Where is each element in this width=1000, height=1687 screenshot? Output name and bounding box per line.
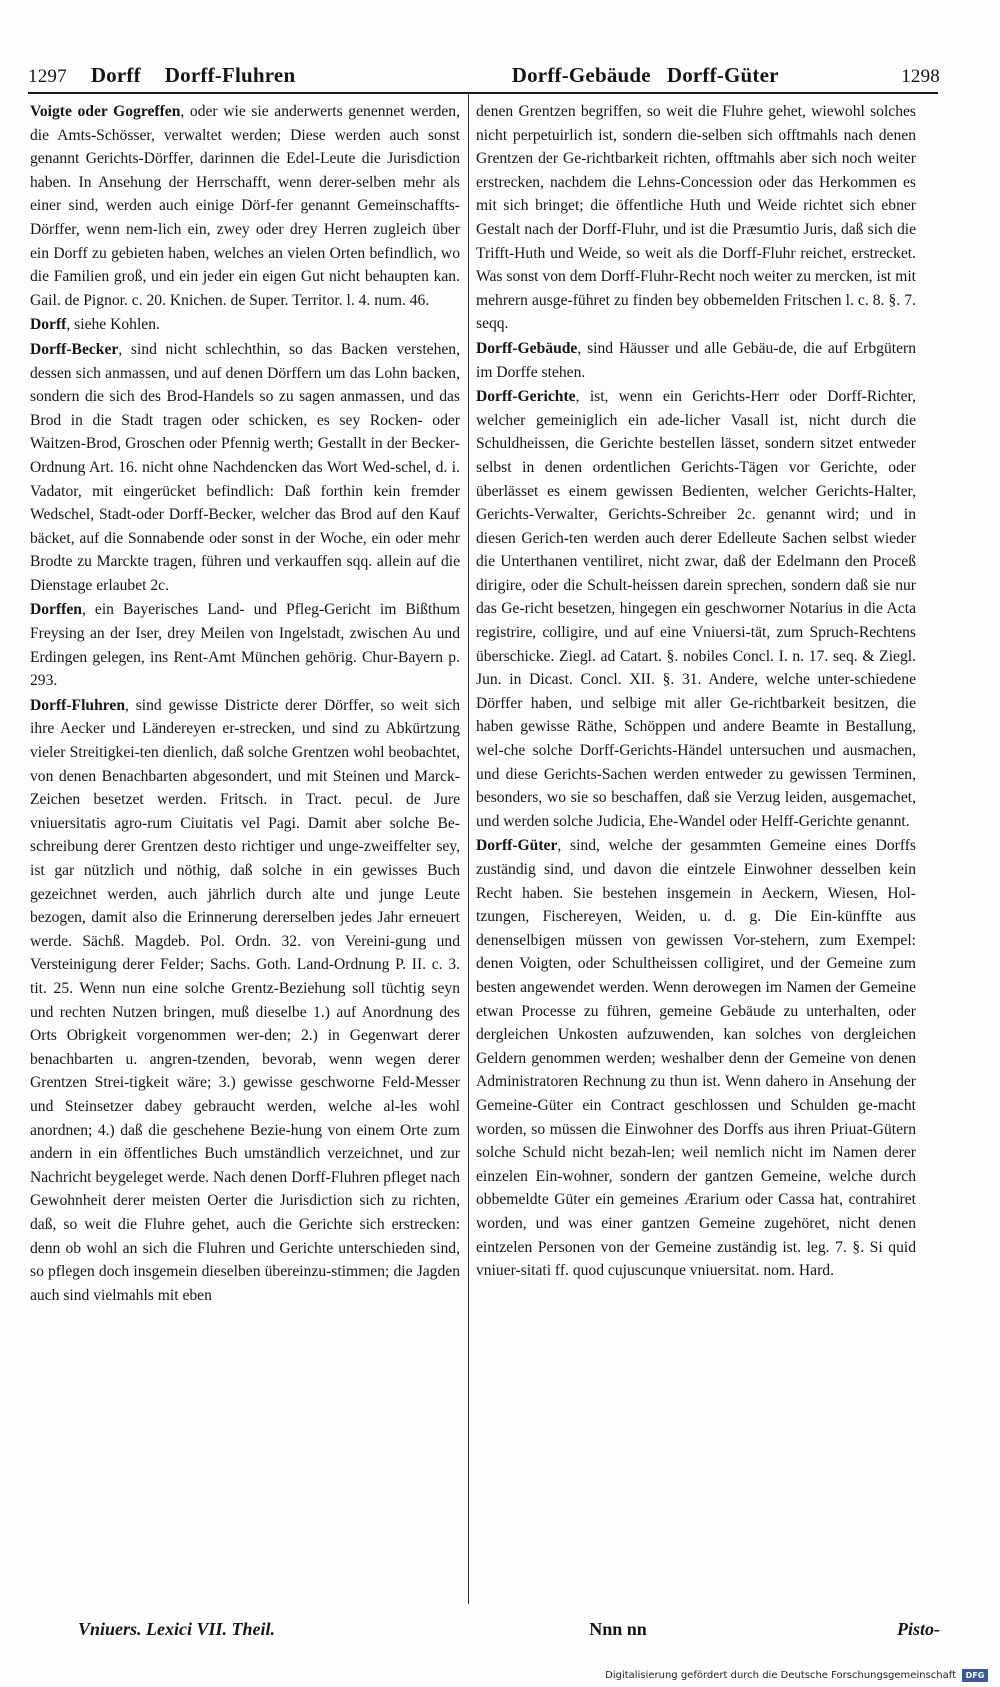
left-head-2: Dorff-Fluhren	[164, 63, 296, 87]
entry-lemma: Dorffen	[30, 601, 82, 619]
entry-lemma: Dorff-Gebäude	[476, 339, 578, 357]
right-page-number: 1298	[901, 66, 940, 87]
signature-mark: Nnn nn	[589, 1619, 647, 1639]
right-paragraph: denen Grentzen begriffen, so weit die Fluhre gehet, wiewohl solches nicht perpetuirlich ist, sondern die-selben sich offtmahls nach denen Grentzen der Ge-richtbarkeit richten, offtmahls aber sich noch weiter erstrecken, nachdem die Lehns-Concession oder das Herkommen es mit sich bringet; die öffentliche Huth und Weide richtet sich ebner Gestalt nach der Dorff-Fluhr, und ist die Præsumtio Juris, daß sich die Trifft-Huth und Weide, so weit als die Dorff-Fluhr reichet, erstrecket. Was sonst von dem Dorff-Fluhr-Recht noch weiter zu mercken, ist mit mehrern ausge-führet zu finden bey obbemelden Fritschen l. c. 8. §. 7. seqq.	[476, 103, 916, 333]
catchword: Pisto-	[897, 1619, 940, 1639]
dfg-logo-icon: DFG	[962, 1669, 988, 1682]
entry-lemma: Dorff-Becker	[30, 340, 119, 358]
running-head-right	[476, 63, 940, 88]
digitization-credit	[605, 1667, 988, 1683]
left-column	[30, 100, 460, 1600]
right-paragraph: Dorff-Gerichte, ist, wenn ein Gerichts-Herr oder Dorff-Richter, welcher gemeiniglich ein ade-licher Vasall ist, nicht durch die Schuldheissen, die Gerichte bestellen lässet, sondern sitzet entweder selbst in denen ordentlichen Gerichts-Tägen vor Gerichte, oder überlässet es einem gewissen Bedienten, welcher Gerichts-Halter, Gerichts-Verwalter, Gerichts-Schreiber 2c. genannt wird; und in diesen Gerich-ten werden auch derer Edelleute Sachen selbst wieder die Unterthanen ventiliret, nicht zwar, daß der Edelmann den Proceß dirigire, oder die Schult-heissen darein sprechen, sondern daß sie nur das Ge-richt besetzen, hingegen ein geschworner Notarius in die Acta registrire, colligire, und auf eine Vniuersi-tät, zum Spruch-Rechtens überschicke. Ziegl. ad Catart. §. nobiles Concl. I. n. 17. seq. & Ziegl. Jun. in Dicast. Concl. XII. §. 31. Andere, welche unter-schiedene Dörffer haben, und selbige mit aller Ge-richtbarkeit besitzen, die haben gewisse Räthe, Schöppen und andere Beamte in Bestallung, wel-che solche Dorff-Gerichts-Händel untersuchen und ausmachen, und diese Gerichts-Sachen werden entweder zu gewissen Terminen, besonders, wo sie so beschaffen, daß sie Verzug leiden, ausgemachet, und werden solche Judicia, Ehe-Wandel oder Helff-Gerichte genannt.	[476, 388, 916, 830]
left-paragraph: Dorffen, ein Bayerisches Land- und Pfleg-Gericht im Bißthum Freysing an der Iser, drey Meilen von Ingelstadt, zwischen Au und Erdingen gelegen, ins Rent-Amt München gehörig. Chur-Bayern p. 293.	[30, 601, 460, 690]
right-head-2: Dorff-Güter	[666, 63, 779, 87]
header-rule	[28, 92, 938, 94]
left-paragraph: Dorff-Fluhren, sind gewisse Districte derer Dörffer, so weit sich ihre Aecker und Ländereyen er-strecken, und sind zu Abkürtzung vieler Streitigkei-ten dienlich, daß solche Grentzen wohl beobachtet, von denen Benachbarten abgesondert, und mit Steinen und Marck-Zeichen besetzet werden. Fritsch. in Tract. pecul. de Jure vniuersitatis agro-rum Ciuitatis vel Pagi. Damit aber solche Be-schreibung derer Grentzen desto richtiger und unge-zweiffelter sey, ist gar nützlich und nöthig, daß solche in ein gewisses Buch gezeichnet werden, auch jährlich durch alte und junge Leute bezogen, damit also die Erinnerung dererselben jedes Jahr erneuert werde. Sächß. Magdeb. Pol. Ordn. 32. von Vereini-gung und Versteinigung derer Felder; Sachs. Goth. Land-Ordnung P. II. c. 3. tit. 25. Wenn nun eine solche Grentz-Beziehung soll tüchtig seyn und rechten Nutzen bringen, muß dieselbe 1.) auf Anordnung des Orts Obrigkeit vorgenommen wer-den; 2.) in Gegenwart derer benachbarten u. angren-tzenden, bevorab, wenn wegen derer Grentzen Strei-tigkeit wäre; 3.) gewisse geschworne Feld-Messer und Steinsetzer dabey gebraucht werden, welche al-les wohl anordnen; 4.) daß die geschehene Bezie-hung von einem Orte zum andern in ein öffentliches Buch umständlich verzeichnet, und zur Nachricht beygeleget werde. Nach denen Dorff-Fluhren pfleget nach Gewohnheit derer meisten Oerter die Jurisdiction sich zu richten, daß, so weit die Fluhre gehet, auch die Gerichte sich erstrecken: denn ob wohl an sich die Fluhren und Gerichte unterschieden sind, so pflegen doch insgemein dieselben übereinzu-stimmen; die Jagden auch sind vielmahls mit eben	[30, 696, 460, 1304]
entry-lemma: Dorff-Güter	[476, 837, 558, 855]
page-footer	[28, 1606, 940, 1640]
left-paragraph: Dorff-Becker, sind nicht schlechthin, so das Backen verstehen, dessen sich anmassen, und auf denen Dörffern um das Lohn backen, sondern die sich des Brod-Handels so zu sagen anmassen, und das Brod in die Stadt tragen oder schicken, es sey Rocken- oder Waitzen-Brod, Groschen oder Pfennig werth; Gestallt in der Becker-Ordnung Art. 16. nicht ohne Nachdencken das Wort Wed-schel, d. i. Vadator, mit eingerücket befindlich: Daß forthin kein fremder Wedschel, Stadt-oder Dorff-Becker, welcher das Brod auf den Kauf bäcket, auf die Sonnabende oder sonst in der Woche, ein oder mehr Brodte zu Marckte tragen, führen und verkauffen sqq. allein auf die Dienstage erlaubet 2c.	[30, 340, 460, 594]
entry-lemma: Dorff	[30, 316, 67, 334]
left-page-number: 1297	[28, 66, 67, 87]
right-paragraph: Dorff-Gebäude, sind Häusser und alle Gebäu-de, die auf Erbgütern im Dorffe stehen.	[476, 339, 916, 381]
right-paragraph: Dorff-Güter, sind, welche der gesammten Gemeine eines Dorffs zuständig sind, und davon die eintzele Einwohner desselben kein Recht haben. Sie bestehen insgemein in Aeckern, Wiesen, Hol-tzungen, Fischereyen, Weiden, u. d. g. Die Ein-künffte aus denenselbigen müssen von gewissen Vor-stehern, zum Exempel: denen Voigten, oder Schultheissen colligiret, und der Gemeine zum besten angewendet werden. Wenn derowegen im Namen der Gemeine etwan Processe zu führen, gemeine Gebäude zu unterhalten, oder dergleichen Unkosten aufzuwenden, kan solches von dergleichen Geldern genommen werden; weshalber denn der Gemeine von denen Administratoren Rechnung zu thun ist. Wenn dahero in Ansehung der Gemeine-Güter ein Contract geschlossen und Schulden ge-macht worden, so müssen die Einwohner des Dorffs aus ihren Priuat-Gütern solche Schuld nicht bezah-len; weil nemlich nicht im Namen derer einzelen Ein-wohner, sondern der gantzen Gemeine, welche durch obbemeldte Güter ein gemeines Ærarium oder Cassa hat, contrahiret worden, und was einer gantzen Gemeine zugehöret, nicht denen eintzelen Personen von der Gemeine zuständig ist. leg. 7. §. Si quid vniuer-sitati ff. quod cujuscunque vniuersitat. nom. Hard.	[476, 837, 916, 1280]
column-divider	[468, 94, 469, 1604]
credit-text: Digitalisierung gefördert durch die Deutsche Forschungsgemeinschaft	[605, 1669, 956, 1681]
volume-line: Vniuers. Lexici VII. Theil.	[78, 1619, 276, 1639]
right-column	[476, 100, 916, 1600]
running-head-left	[28, 63, 476, 88]
entry-lemma: Dorff-Gerichte	[476, 388, 576, 406]
left-head-1: Dorff	[90, 63, 141, 87]
left-paragraph: Voigte oder Gogreffen, oder wie sie anderwerts genennet werden, die Amts-Schösser, verwaltet werden; Diese werden auch sonst genannt Gerichts-Dörffer, darinnen die Edel-Leute die Jurisdiction haben. In Ansehung der Herrschafft, wenn derer-selben mehr als einer sind, werden auch einige Dörf-fer genannt Gemeinschaffts-Dörffer, wenn nem-lich ein, zwey oder drey Herren zugleich über ein Dorff zu gebieten haben, welches an vielen Orten befindlich, wo die Familien groß, und ein jeder ein eigen Gut nicht behaupten kan. Gail. de Pignor. c. 20. Knichen. de Super. Territor. l. 4. num. 46.	[30, 103, 460, 309]
right-head-1: Dorff-Gebäude	[511, 63, 651, 87]
left-paragraph: Dorff, siehe Kohlen.	[30, 316, 160, 334]
entry-lemma: Voigte oder Gogreffen	[30, 103, 181, 120]
entry-lemma: Dorff-Fluhren	[30, 696, 125, 714]
running-head	[28, 54, 940, 88]
